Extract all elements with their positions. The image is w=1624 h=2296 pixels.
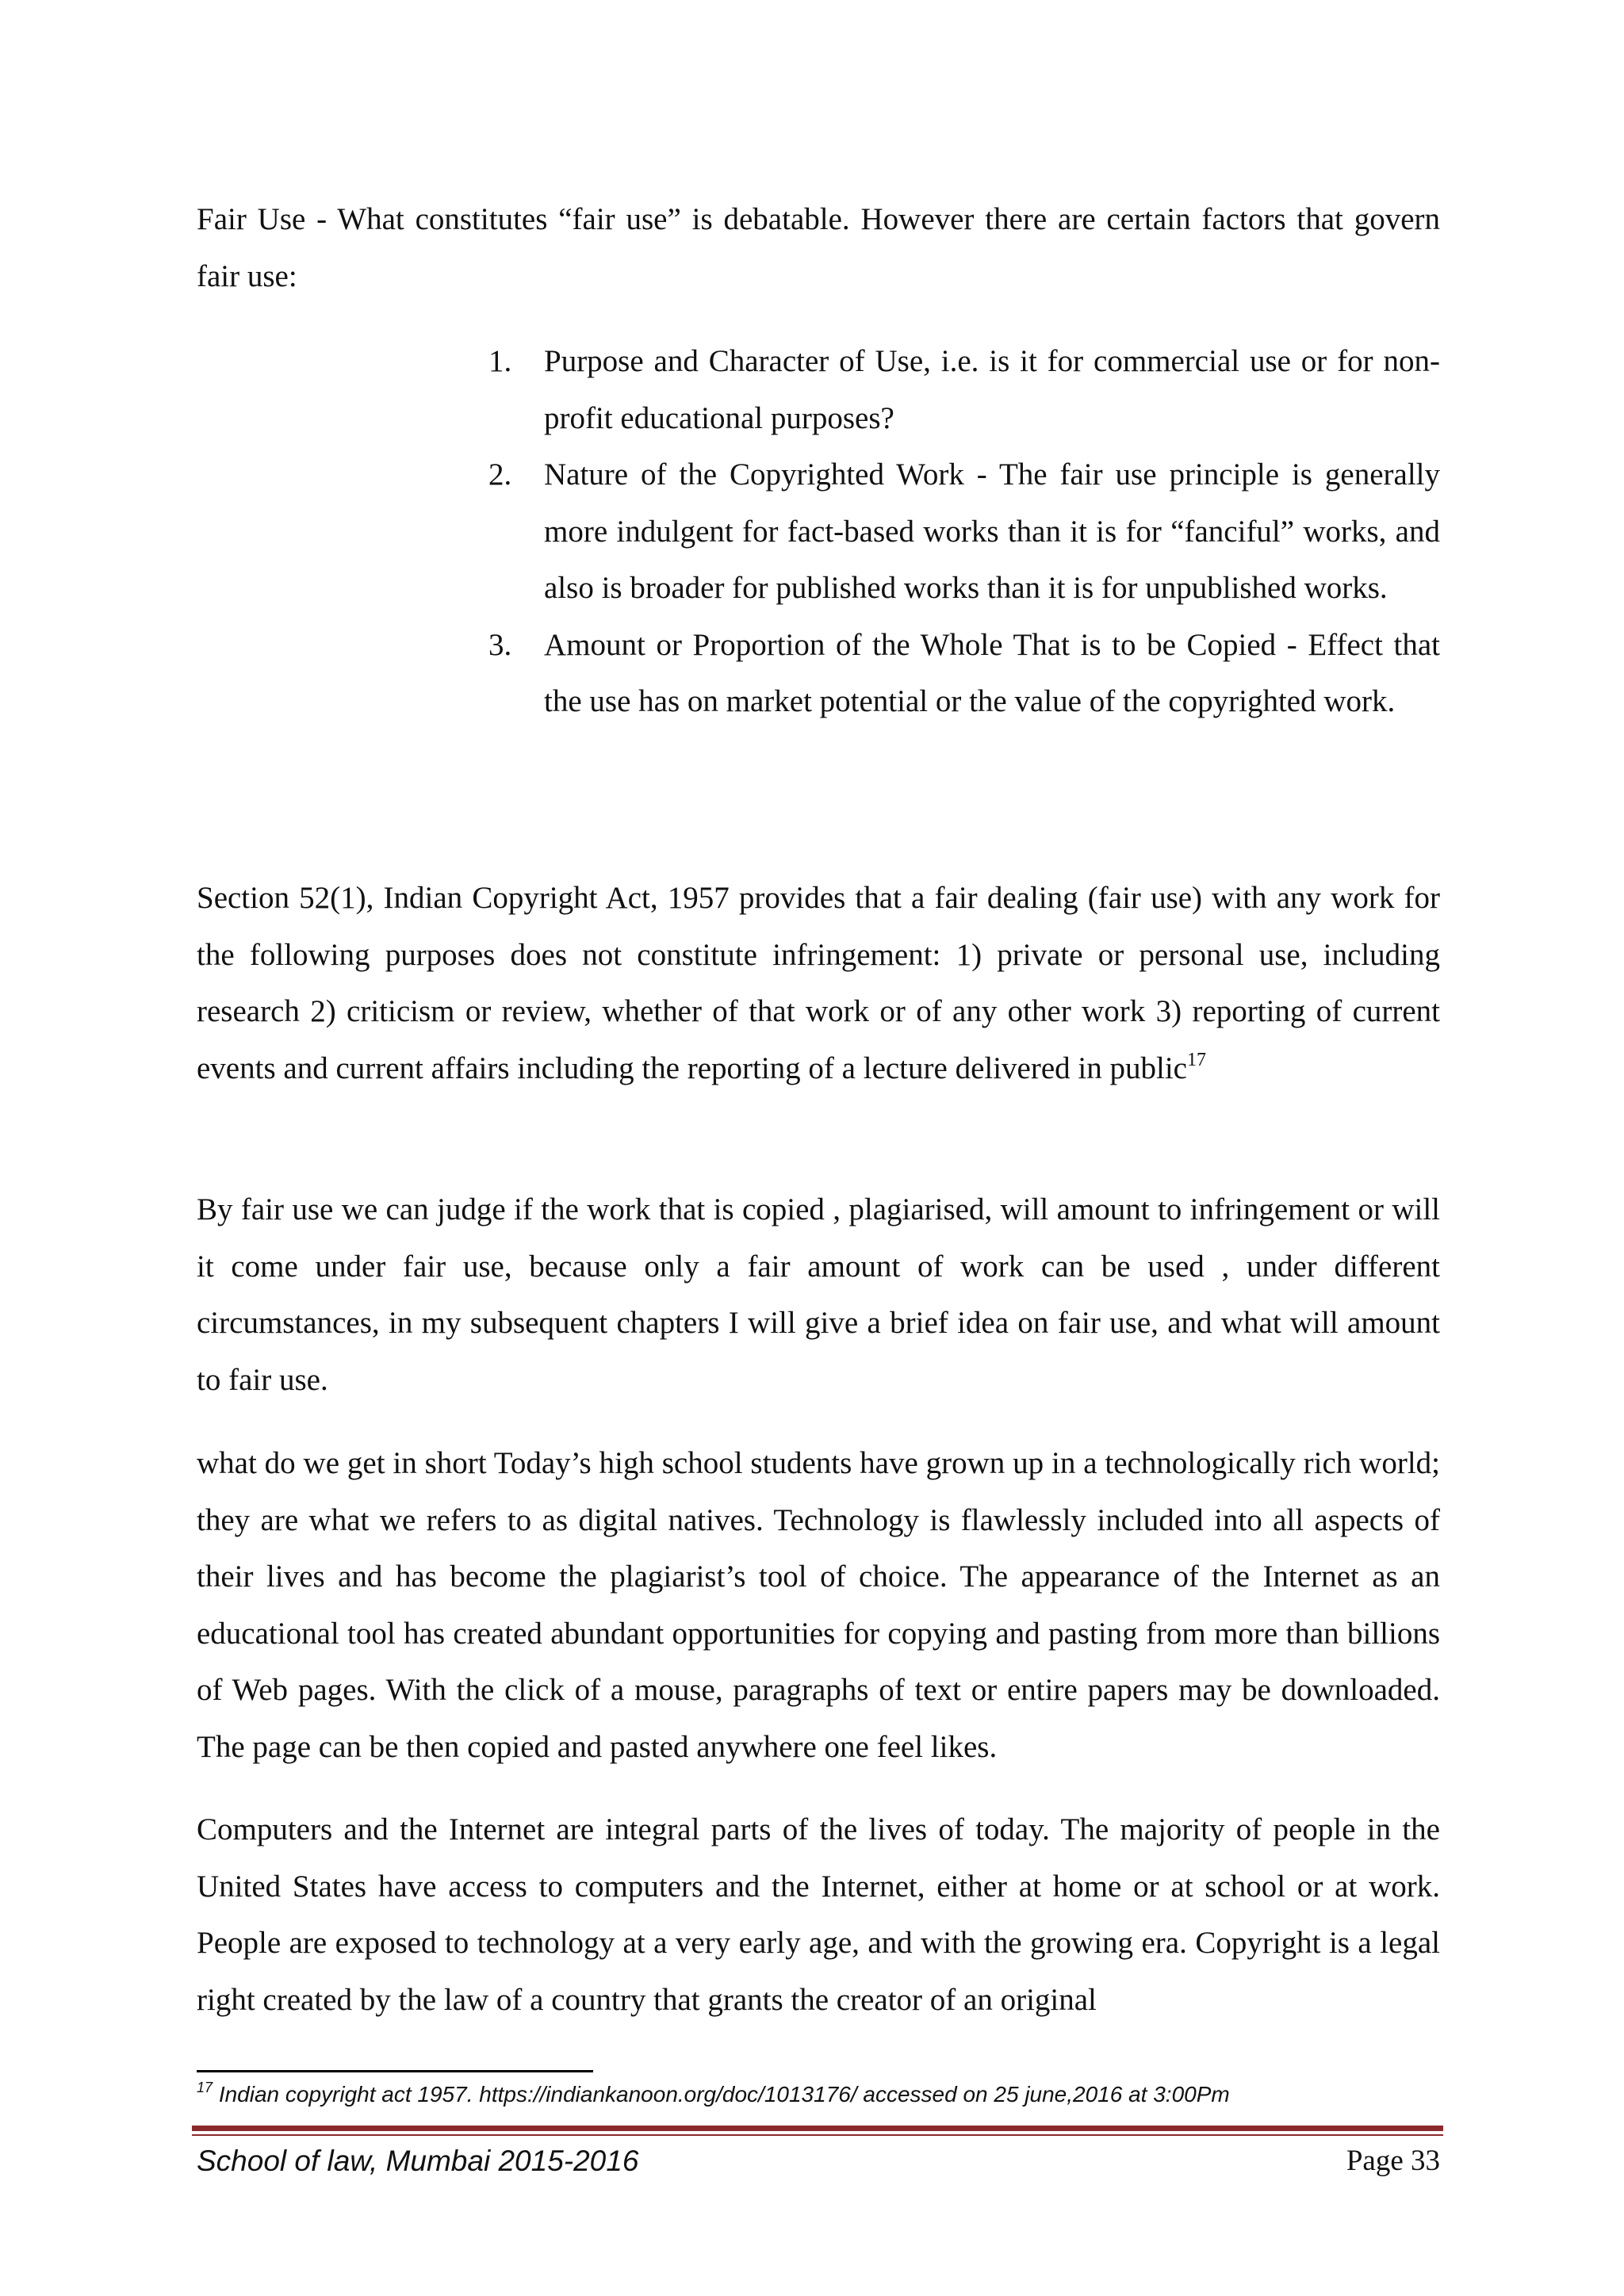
fair-use-factors-list [474, 333, 1440, 730]
paragraph-computers-internet: Computers and the Internet are integral parts of the lives of today. The majority of people in the United States have access to computers and the Internet, either at home or at school or at work. People are exposed to technology at a very early age, and with the growing era. Copyright is a legal right created by the law of a country that grants the creator of an original [197, 1812, 1440, 2017]
list-item-text: Purpose and Character of Use, i.e. is it for commercial use or for non-profit educational purposes? [544, 344, 1440, 435]
list-item [474, 617, 1440, 730]
list-item [474, 333, 1440, 446]
footnote-text: Indian copyright act 1957. https://indiankanoon.org/doc/1013176/ accessed on 25 june,2016 at 3:00Pm [218, 2082, 1230, 2107]
list-item-number: 3. [488, 627, 512, 662]
footer-school-name: School of law, Mumbai 2015-2016 [197, 2145, 639, 2177]
list-item-text: Nature of the Copyrighted Work - The fair use principle is generally more indulgent for fact-based works than it is for “fanciful” works, and also is broader for published works than it is for unpublished works. [544, 457, 1440, 605]
paragraph-section-52-text: Section 52(1), Indian Copyright Act, 1957 provides that a fair dealing (fair use) with any work for the following purposes does not constitute infringement: 1) private or personal use, including research 2) criticism or review, whether of that work or of any other work 3) reporting of current events and current affairs including the reporting of a lecture delivered in public [197, 881, 1440, 1085]
paragraph-fair-use-intro: Fair Use - What constitutes “fair use” is debatable. However there are certain factors that govern fair use: [197, 202, 1440, 293]
footnote-number: 17 [197, 2080, 213, 2095]
footer-page-number: Page 33 [1346, 2145, 1440, 2177]
footer-divider [192, 2126, 1443, 2131]
footnote [197, 2079, 1465, 2110]
list-item-text: Amount or Proportion of the Whole That is to be Copied - Effect that the use has on market potential or the value of the copyrighted work. [544, 627, 1440, 718]
list-item [474, 446, 1440, 617]
paragraph-fair-use-judgement: By fair use we can judge if the work that is copied , plagiarised, will amount to infringement or will it come under fair use, because only a fair amount of work can be used , under different circumstances, in my subsequent chapters I will give a brief idea on fair use, and what will amount to fair use. [197, 1192, 1440, 1397]
list-item-number: 2. [488, 457, 512, 492]
list-item-number: 1. [488, 344, 512, 378]
paragraph-digital-natives: what do we get in short Today’s high school students have grown up in a technologically rich world; they are what we refers to as digital natives. Technology is flawlessly included into all aspects of their lives and has become the plagiarist’s tool of choice. The appearance of the Internet as an educational tool has created abundant opportunities for copying and pasting from more than billions of Web pages. With the click of a mouse, paragraphs of text or entire papers may be downloaded. The page can be then copied and pasted anywhere one feel likes. [197, 1446, 1440, 1764]
paragraph-section-52 [197, 870, 1440, 1096]
footnote-separator [197, 2070, 593, 2072]
footnote-reference: 17 [1186, 1049, 1206, 1070]
footer-divider-thin [192, 2134, 1443, 2136]
